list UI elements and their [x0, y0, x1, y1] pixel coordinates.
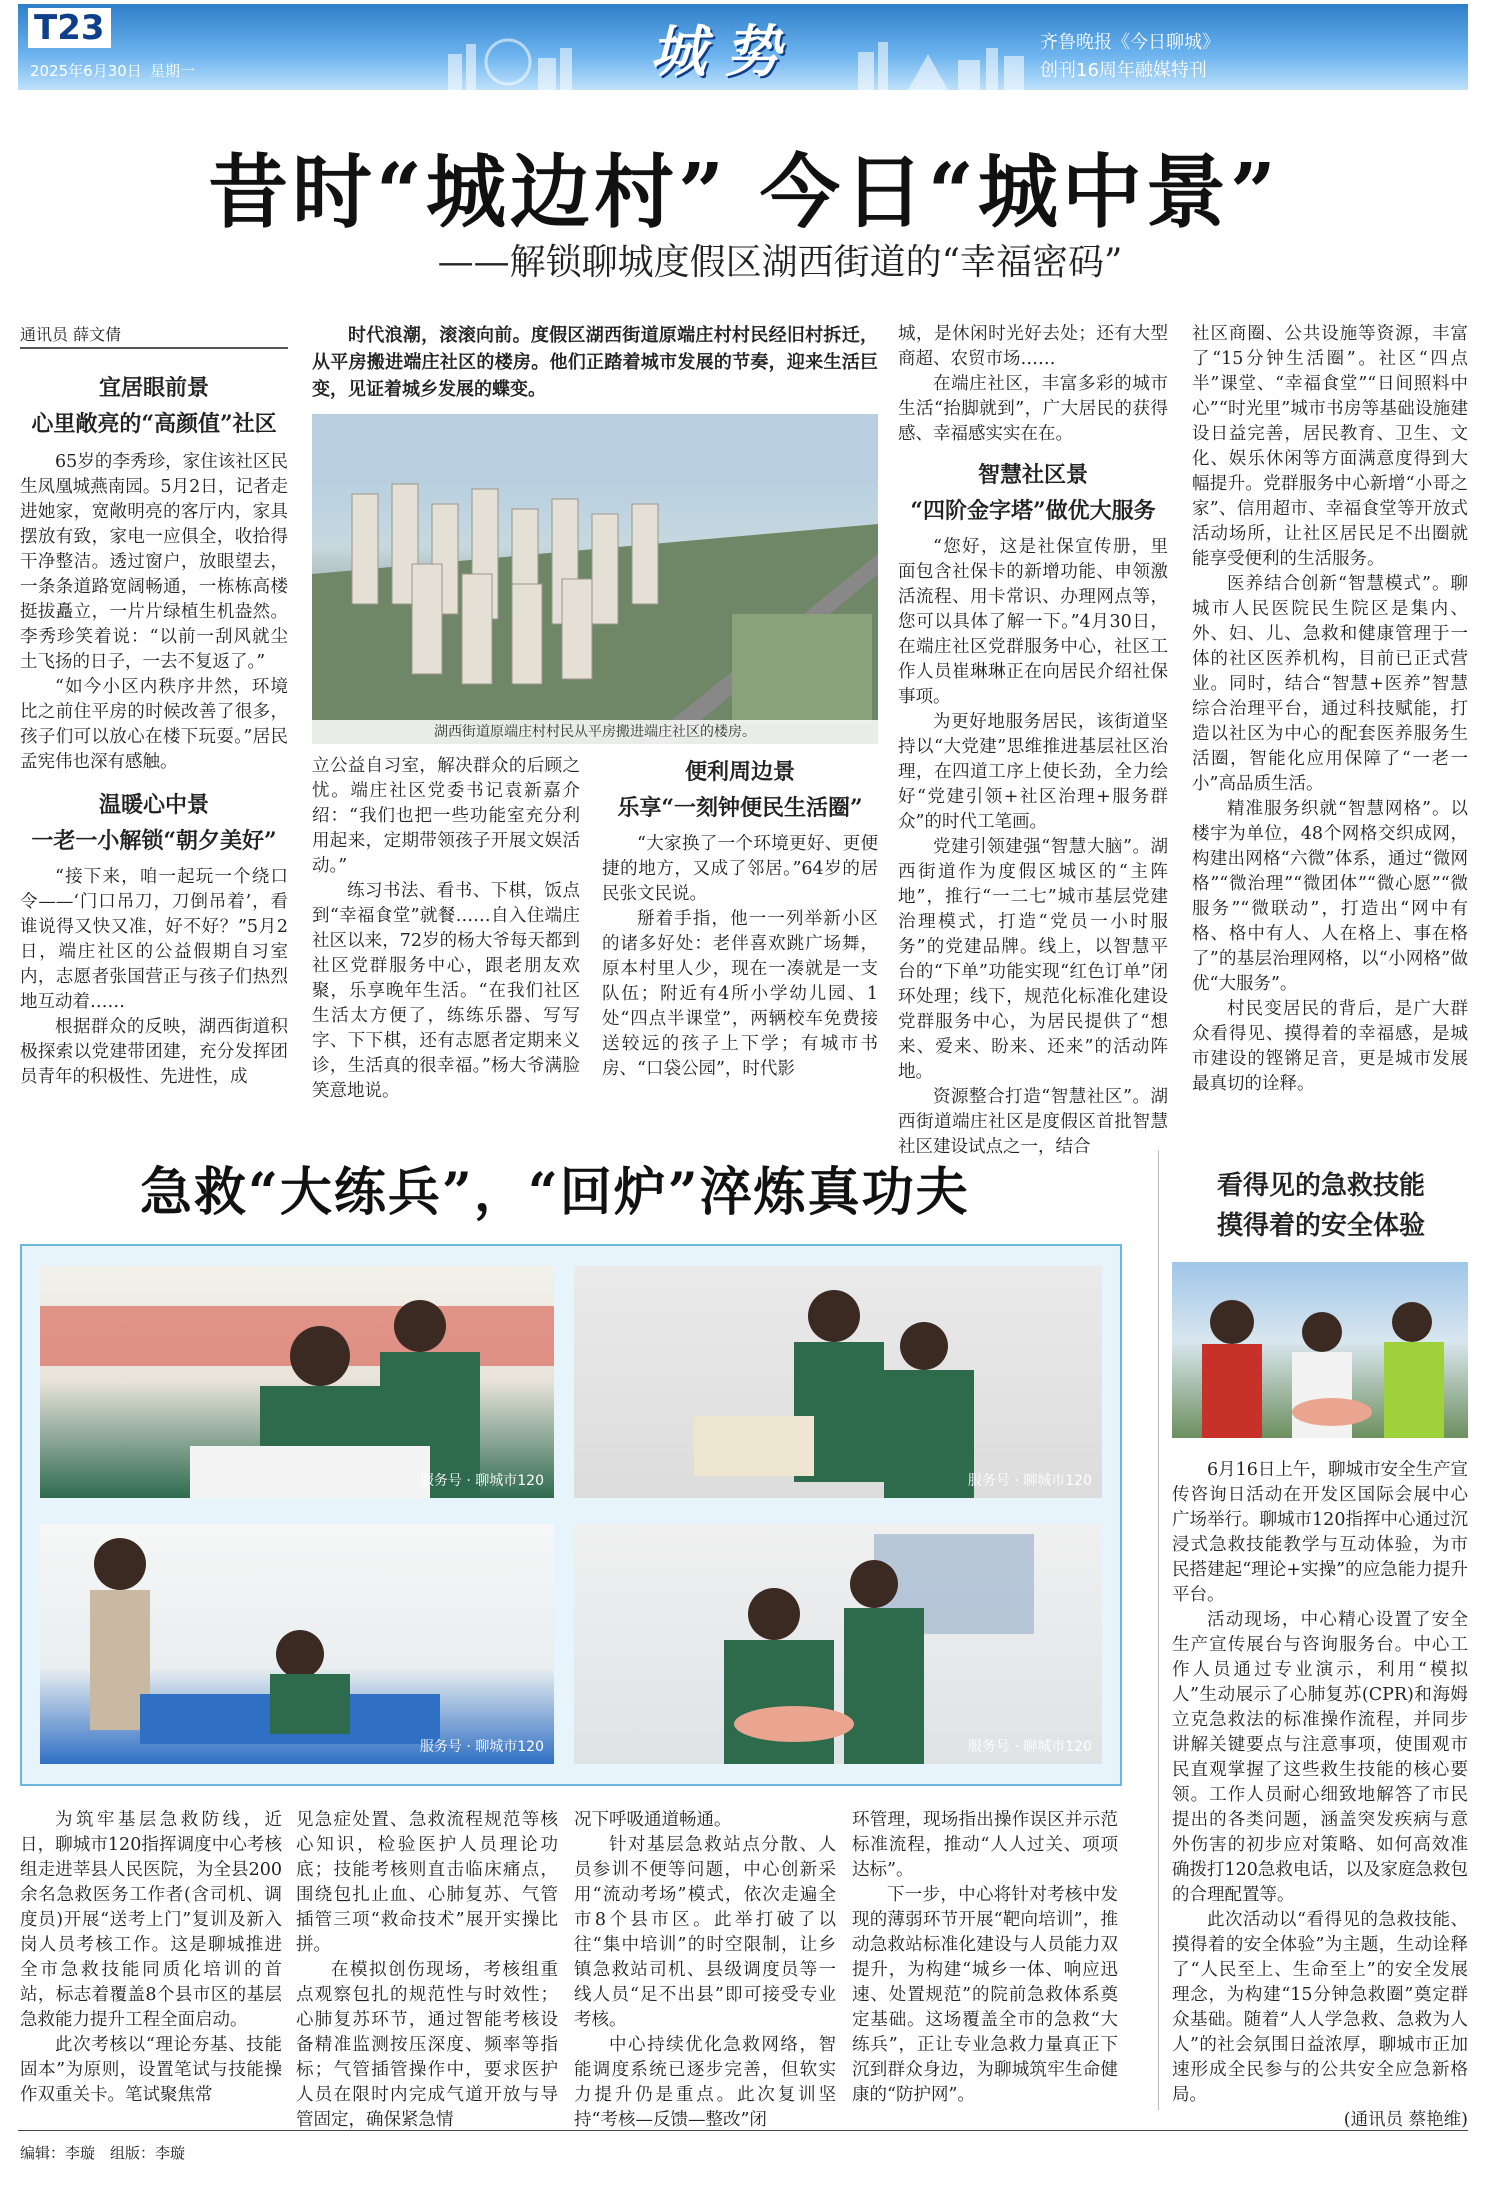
training-photo-1: [40, 1266, 554, 1498]
article1-column-3: [602, 754, 878, 1082]
paragraph: 下一步，中心将针对考核中发现的薄弱环节开展“靶向培训”，推动急救站标准化建设与人员能力双提升，为构建“城乡一体、响应迅速、处置规范”的院前急救体系奠定基础。这场覆盖全市的急救“大练兵”，正让专业急救力量真正下沉到群众身边，为聊城筑牢生命健康的“防护网”。: [852, 1885, 1118, 2105]
section-title: 乐享“一刻钟便民生活圈”: [617, 795, 863, 821]
paragraph: 立公益自习室，解决群众的后顾之忧。端庄社区党委书记袁新嘉介绍：“我们也把一些功能室充分利用起来，定期带领孩子开展文娱活动。”: [312, 756, 580, 876]
paragraph: 社区商圈、公共设施等资源，丰富了“15分钟生活圈”。社区“四点半”课堂、“幸福食堂”“日间照料中心”“时光里”城市书房等基础设施建设日益完善，居民教育、卫生、文化、娱乐休闲等方面满意度得到大幅提升。党群服务中心新增“小哥之家”、信用超市、幸福食堂等开放式活动场所，让社区居民足不出圈就能享受便利的生活服务。: [1192, 324, 1468, 569]
paragraph: 党建引领建强“智慧大脑”。湖西街道作为度假区城区的“主阵地”，推行“一二七”城市基层党建治理模式，打造“党员一小时服务”的党建品牌。线上，以智慧平台的“下单”功能实现“红色订单”闭环处理；线下，规范化标准化建设党群服务中心，为居民提供了“想来、爱来、盼来、还来”的活动阵地。: [898, 837, 1168, 1082]
paragraph: 环管理，现场指出操作误区并示范标准流程，推动“人人过关、项项达标”。: [852, 1810, 1118, 1880]
article2-column-4: [852, 1808, 1118, 2108]
headline-line: 看得见的急救技能: [1216, 1171, 1425, 1201]
brand-line: 齐鲁晚报《今日聊城》: [1040, 32, 1220, 53]
paragraph: 医养结合创新“智慧模式”。聊城市人民医院民生院区是集内、外、妇、儿、急救和健康管理于一体的社区医养机构，目前已正式营业。同时，结合“智慧+医养”智慧综合治理平台，通过科技赋能，打造以社区为中心的配套医养服务生活圈，智能化应用保障了“一老一小”高品质生活。: [1192, 574, 1468, 794]
section-title: “四阶金字塔”做优大服务: [910, 498, 1156, 524]
article2-headline: 急救“大练兵”，“回炉”淬炼真功夫: [140, 1162, 970, 1223]
first-aid-photo-panel: [20, 1244, 1122, 1786]
training-photo-4: [574, 1524, 1102, 1764]
article1-column-1: [20, 370, 288, 1090]
headline-line: 摸得着的安全体验: [1216, 1211, 1425, 1241]
photo-watermark: 服务号 · 聊城市120: [967, 1473, 1092, 1489]
paragraph: 掰着手指，他一一列举新小区的诸多好处：老伴喜欢跳广场舞，原本村里人少，现在一凑就是一支队伍；附近有4所小学幼儿园、1处“四点半课堂”，两辆校车免费接送较远的孩子上下学；有城市书房、“口袋公园”，时代影: [602, 909, 878, 1079]
paragraph: “接下来，咱一起玩一个绕口令——‘门口吊刀，刀倒吊着’，看谁说得又快又准，好不好？”5月2日，端庄社区的公益假期自习室内，志愿者张国营正与孩子们热烈地互动着……: [20, 867, 288, 1012]
article1-subheadline: ——解锁聊城度假区湖西街道的“幸福密码”: [437, 242, 1123, 283]
paragraph: 村民变居民的背后，是广大群众看得见、摸得着的幸福感，是城市建设的铿锵足音，更是城市发展最真切的诠释。: [1192, 999, 1468, 1094]
byline-rule: [20, 347, 288, 349]
article1-column-4: [898, 322, 1168, 1160]
article1-column-5: [1192, 322, 1468, 1097]
issue-weekday: 星期一: [150, 62, 196, 80]
article2-column-2: [296, 1808, 558, 2133]
article2-column-3: [574, 1808, 836, 2133]
paragraph: 在模拟创伤现场，考核组重点观察包扎的规范性与时效性；心肺复苏环节，通过智能考核设备精准监测按压深度、频率等指标；气管插管操作中，要求医护人员在限时内完成气道开放与导管固定，确保紧急情: [296, 1960, 558, 2130]
editor-credit: 编辑：李璇 组版：李璇: [20, 2144, 186, 2162]
training-photo-2: [574, 1266, 1102, 1498]
paragraph: 65岁的李秀珍，家住该社区民生凤凰城燕南园。5月2日，记者走进她家，宽敞明亮的客厅内，家具摆放有致，家电一应俱全，收拾得干净整洁。透过窗户，放眼望去，一条条道路宽阔畅通，一栋栋高楼挺拔矗立，一片片绿植生机盎然。李秀珍笑着说：“以前一刮风就尘土飞扬的日子，一去不复返了。”: [20, 452, 288, 672]
paragraph: 根据群众的反映，湖西街道积极探索以党建带团建，充分发挥团员青年的积极性、先进性，成: [20, 1017, 288, 1087]
paragraph: 精准服务织就“智慧网格”。以楼宇为单位，48个网格交织成网，构建出网格“六微”体系，通过“微网格”“微治理”“微团体”“微心愿”“微服务”“微联动”，打造出“网中有格、格中有人、人在格上、事在格了”的基层治理网格，以“小网格”做优“大服务”。: [1192, 799, 1468, 994]
paragraph: 资源整合打造“智慧社区”。湖西街道端庄社区是度假区首批智慧社区建设试点之一，结合: [898, 1087, 1168, 1157]
column-divider: [1158, 1150, 1159, 2110]
section-title: 一老一小解锁“朝夕美好”: [31, 828, 277, 854]
paragraph: 况下呼吸通道畅通。: [574, 1810, 732, 1830]
article3-byline: (通讯员 蔡艳维): [1343, 2110, 1468, 2130]
article1-column-2: [312, 754, 580, 1104]
paragraph: 城，是休闲时光好去处；还有大型商超、农贸市场……: [898, 324, 1168, 369]
cpr-demo-photo: [1172, 1262, 1468, 1438]
masthead: [0, 0, 1488, 96]
paragraph: 中心持续优化急救网络，智能调度系统已逐步完善，但软实力提升仍是重点。此次复训坚持“考核—反馈—整改”闭: [574, 2035, 836, 2130]
paragraph: 活动现场，中心精心设置了安全生产宣传展台与咨询服务台。中心工作人员通过专业演示，利用“模拟人”生动展示了心肺复苏(CPR)和海姆立克急救法的标准操作流程，并同步讲解关键要点与注意事项，使围观市民直观掌握了这些救生技能的核心要领。工作人员耐心细致地解答了市民提出的各类问题，涵盖突发疾病与意外伤害的初步应对策略、如何高效准确拨打120急救电话，以及家庭急救包的合理配置等。: [1172, 1610, 1468, 1905]
section-label: 宜居眼前景: [98, 375, 209, 401]
paragraph: 练习书法、看书、下棋，饭点到“幸福食堂”就餐……自入住端庄社区以来，72岁的杨大爷每天都到社区党群服务中心，跟老朋友欢聚，乐享晚年生活。“在我们社区生活太方便了，练练乐器、写写字、下下棋，还有志愿者定期来义诊，生活真的很幸福。”杨大爷满脸笑意地说。: [312, 881, 580, 1101]
section-label: 智慧社区景: [977, 462, 1088, 488]
article3-headline: [1176, 1166, 1466, 1246]
article3-body: [1172, 1458, 1468, 2133]
aerial-photo-illustration: [312, 414, 878, 744]
article1-headline: 昔时“城边村” 今日“城中景”: [208, 145, 1280, 239]
aerial-photo: [312, 414, 878, 744]
paragraph: “您好，这是社保宣传册，里面包含社保卡的新增功能、申领激活流程、用卡常识、办理网点等，您可以具体了解一下。”4月30日，在端庄社区党群服务中心，社区工作人员崔琳琳正在向居民介绍社保事项。: [898, 537, 1168, 707]
section-label: 便利周边景: [684, 759, 795, 785]
page-number: T23: [28, 8, 111, 48]
section-title: 城势: [650, 20, 798, 85]
issue-date: 2025年6月30日: [30, 62, 142, 80]
photo-watermark: 服务号 · 聊城市120: [967, 1739, 1092, 1755]
paragraph: 此次考核以“理论夯基、技能固本”为原则，设置笔试与技能操作双重关卡。笔试聚焦常: [20, 2035, 282, 2105]
section-label: 温暖心中景: [98, 792, 209, 818]
paragraph: 此次活动以“看得见的急救技能、摸得着的安全体验”为主题，生动诠释了“人民至上、生命至上”的安全发展理念，为构建“15分钟急救圈”奠定群众基础。随着“人人学急救、急救为人人”的社会氛围日益浓厚，聊城市正加速形成全民参与的公共安全应急新格局。: [1172, 1910, 1468, 2105]
paragraph: 见急症处置、急救流程规范等核心知识，检验医护人员理论功底；技能考核则直击临床痛点，围绕包扎止血、心肺复苏、气管插管三项“救命技术”展开实操比拼。: [296, 1810, 558, 1955]
paragraph: “如今小区内秩序井然，环境比之前住平房的时候改善了很多，孩子们可以放心在楼下玩耍。”居民孟宪伟也深有感触。: [20, 677, 288, 772]
article1-byline: 通讯员 薛文倩: [20, 325, 122, 344]
article1-lede: [312, 322, 878, 403]
photo-caption: 湖西街道原端庄村村民从平房搬进端庄社区的楼房。: [312, 720, 878, 744]
training-photo-3: [40, 1524, 554, 1764]
footer-rule: [18, 2130, 1468, 2131]
article2-column-1: [20, 1808, 282, 2108]
photo-watermark: 服务号 · 聊城市120: [419, 1473, 544, 1489]
paragraph: 为更好地服务居民，该街道坚持以“大党建”思维推进基层社区治理，在四道工序上使长劲，全力绘好“党建引领+社区治理+服务群众”的时代工笔画。: [898, 712, 1168, 832]
paragraph: 在端庄社区，丰富多彩的城市生活“抬脚就到”，广大居民的获得感、幸福感实实在在。: [898, 374, 1168, 444]
brand-tagline: 创刊16周年融媒特刊: [1040, 60, 1207, 81]
paragraph: 针对基层急救站点分散、人员参训不便等问题，中心创新采用“流动考场”模式，依次走遍全市8个县市区。此举打破了以往“集中培训”的时空限制，让乡镇急救站司机、县级调度员等一线人员“足不出县”即可接受专业考核。: [574, 1835, 836, 2030]
paragraph: 6月16日上午，聊城市安全生产宣传咨询日活动在开发区国际会展中心广场举行。聊城市120指挥中心通过沉浸式急救技能教学与互动体验，为市民搭建起“理论+实操”的应急能力提升平台。: [1172, 1460, 1468, 1605]
photo-watermark: 服务号 · 聊城市120: [419, 1739, 544, 1755]
lede-paragraph: 时代浪潮，滚滚向前。度假区湖西街道原端庄村村民经旧村拆迁，从平房搬进端庄社区的楼房。他们正踏着城市发展的节奏，迎来生活巨变，见证着城乡发展的蝶变。: [312, 325, 878, 400]
paragraph: 为筑牢基层急救防线，近日，聊城市120指挥调度中心考核组走进莘县人民医院，为全县200余名急救医务工作者(含司机、调度员)开展“送考上门”复训及新入岗人员考核工作。这是聊城推进全市急救技能同质化培训的首站，标志着覆盖8个县市区的基层急救能力提升工程全面启动。: [20, 1810, 282, 2030]
section-title: 心里敞亮的“高颜值”社区: [31, 411, 277, 437]
paragraph: “大家换了一个环境更好、更便捷的地方，又成了邻居。”64岁的居民张文民说。: [602, 834, 878, 904]
